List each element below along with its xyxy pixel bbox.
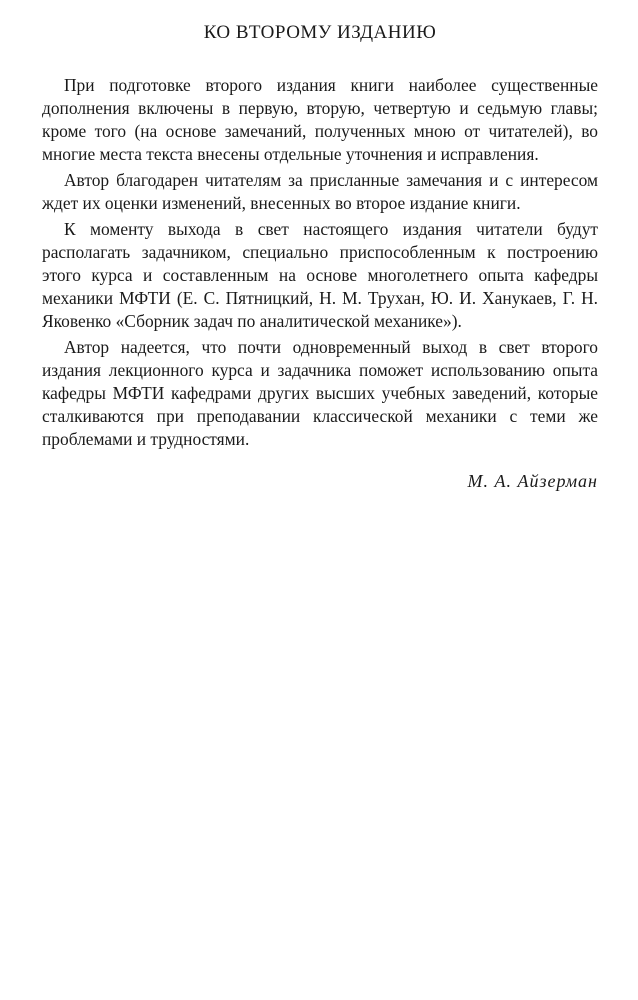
preface-heading: КО ВТОРОМУ ИЗДАНИЮ [203,22,437,43]
paragraph-3: К моменту выхода в свет настоящего издания читатели будут располагать задачником, специально приспособленным к построению этого курса и составленным на основе многолетнего опыта кафедры механики МФТИ (Е. С. Пятницкий, Н. М. Трухан, Ю. И. Ханукаев, Г. Н. Яковенко «Сборник задач по аналитической механике»). [42,219,598,331]
paragraph-2: Автор благодарен читателям за присланные замечания и с интересом ждет их оценки изменений, внесенных во второе издание книги. [42,170,598,213]
paragraph-1: При подготовке второго издания книги наиболее существенные дополнения включены в первую, вторую, четвертую и седьмую главы; кроме того (на основе замечаний, полученных мною от читателей), во многие места текста внесены отдельные уточнения и исправления. [42,75,598,164]
preface-page [42,20,598,492]
paragraph-4: Автор надеется, что почти одновременный выход в свет второго издания лекционного курса и задачника поможет использованию опыта кафедры МФТИ кафедрами других высших учебных заведений, которые сталкиваются при преподавании классической механики с теми же проблемами и трудностями. [42,337,598,449]
author-signature: М. А. Айзерман [467,471,598,491]
